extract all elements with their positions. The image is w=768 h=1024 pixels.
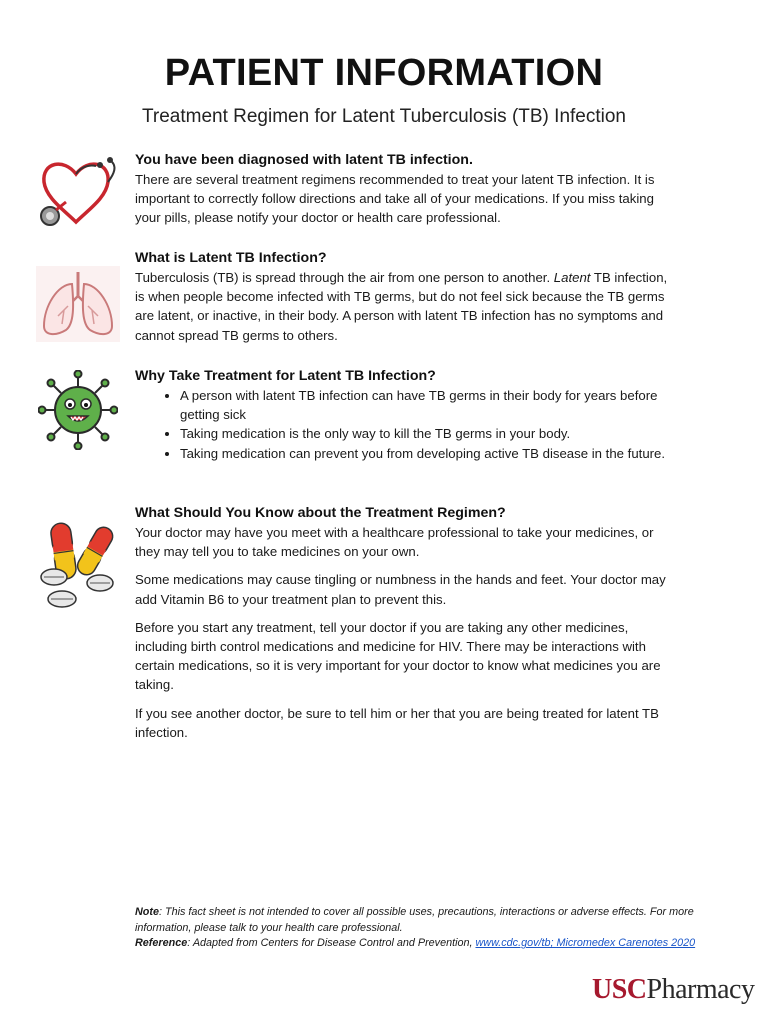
list-item: • Taking medication is the only way to kill the TB germs in your body. xyxy=(180,424,680,443)
body-text: TB infection, is when people become infected with TB germs, but do not feel sick because the TB germs are latent, or inactive, in their body. A person with latent TB infection has no symptoms and cannot spread TB germs to others. xyxy=(135,270,668,343)
reference-label: Reference xyxy=(135,937,188,950)
usc-pharmacy-logo xyxy=(592,974,754,1006)
section-heading: What Should You Know about the Treatment Regimen? xyxy=(135,505,506,521)
section-body: There are several treatment regimens recommended to treat your latent TB infection. It is important to correctly follow directions and take all of your medications. If you miss taking your pills, please notify your doctor or health care professional. xyxy=(135,172,655,226)
note-text: : This fact sheet is not intended to cover all possible uses, precautions, interactions or adverse effects. For more information, please talk to your health care professional. xyxy=(135,906,694,934)
bullet-list xyxy=(135,386,680,463)
logo-brand: USC xyxy=(592,974,647,1005)
page-subtitle: Treatment Regimen for Latent Tuberculosis (TB) Infection xyxy=(141,106,626,127)
stethoscope-heart-icon xyxy=(36,152,126,232)
section-diagnosed xyxy=(135,152,680,237)
section-paragraph: Before you start any treatment, tell your doctor if you are taking any other medicines, including birth control medications and medicine for HIV. There may be interactions with certain medications, so it is very important for your doctor to know what medicines you are taking. xyxy=(135,619,661,693)
section-paragraph: If you see another doctor, be sure to tell him or her that you are being treated for latent TB infection. xyxy=(135,705,659,740)
section-heading: Why Take Treatment for Latent TB Infection? xyxy=(135,368,436,384)
pills-icon xyxy=(34,515,126,611)
footer-note xyxy=(135,905,705,952)
reference-link[interactable]: www.cdc.gov/tb; Micromedex Carenotes 2020 xyxy=(475,937,696,950)
lungs-icon xyxy=(36,266,120,342)
list-item: • Taking medication can prevent you from developing active TB disease in the future. xyxy=(180,444,680,463)
germ-icon xyxy=(38,370,118,450)
body-text: Tuberculosis (TB) is spread through the air from one person to another. xyxy=(135,270,554,285)
body-emphasis: Latent xyxy=(553,270,591,285)
section-paragraph: Some medications may cause tingling or numbness in the hands and feet. Your doctor may add Vitamin B6 to your treatment plan to prevent this. xyxy=(135,572,666,607)
section-treatment-regimen xyxy=(135,505,680,751)
reference-line xyxy=(135,936,705,952)
section-what-is-latent xyxy=(135,250,680,354)
note-label: Note xyxy=(135,906,159,918)
section-paragraph: Your doctor may have you meet with a healthcare professional to take your medicines, or they may tell you to take medicines on your own. xyxy=(135,525,654,560)
section-heading: What is Latent TB Infection? xyxy=(135,250,327,266)
section-why-treatment xyxy=(135,368,680,463)
reference-text: : Adapted from Centers for Disease Control and Prevention, xyxy=(187,937,476,950)
logo-name: Pharmacy xyxy=(646,974,755,1005)
list-item: • A person with latent TB infection can have TB germs in their body for years before getting sick xyxy=(180,386,680,424)
section-heading: You have been diagnosed with latent TB infection. xyxy=(135,152,473,168)
note-line xyxy=(135,905,705,936)
section-body xyxy=(135,268,680,345)
page-title: PATIENT INFORMATION xyxy=(164,52,604,94)
